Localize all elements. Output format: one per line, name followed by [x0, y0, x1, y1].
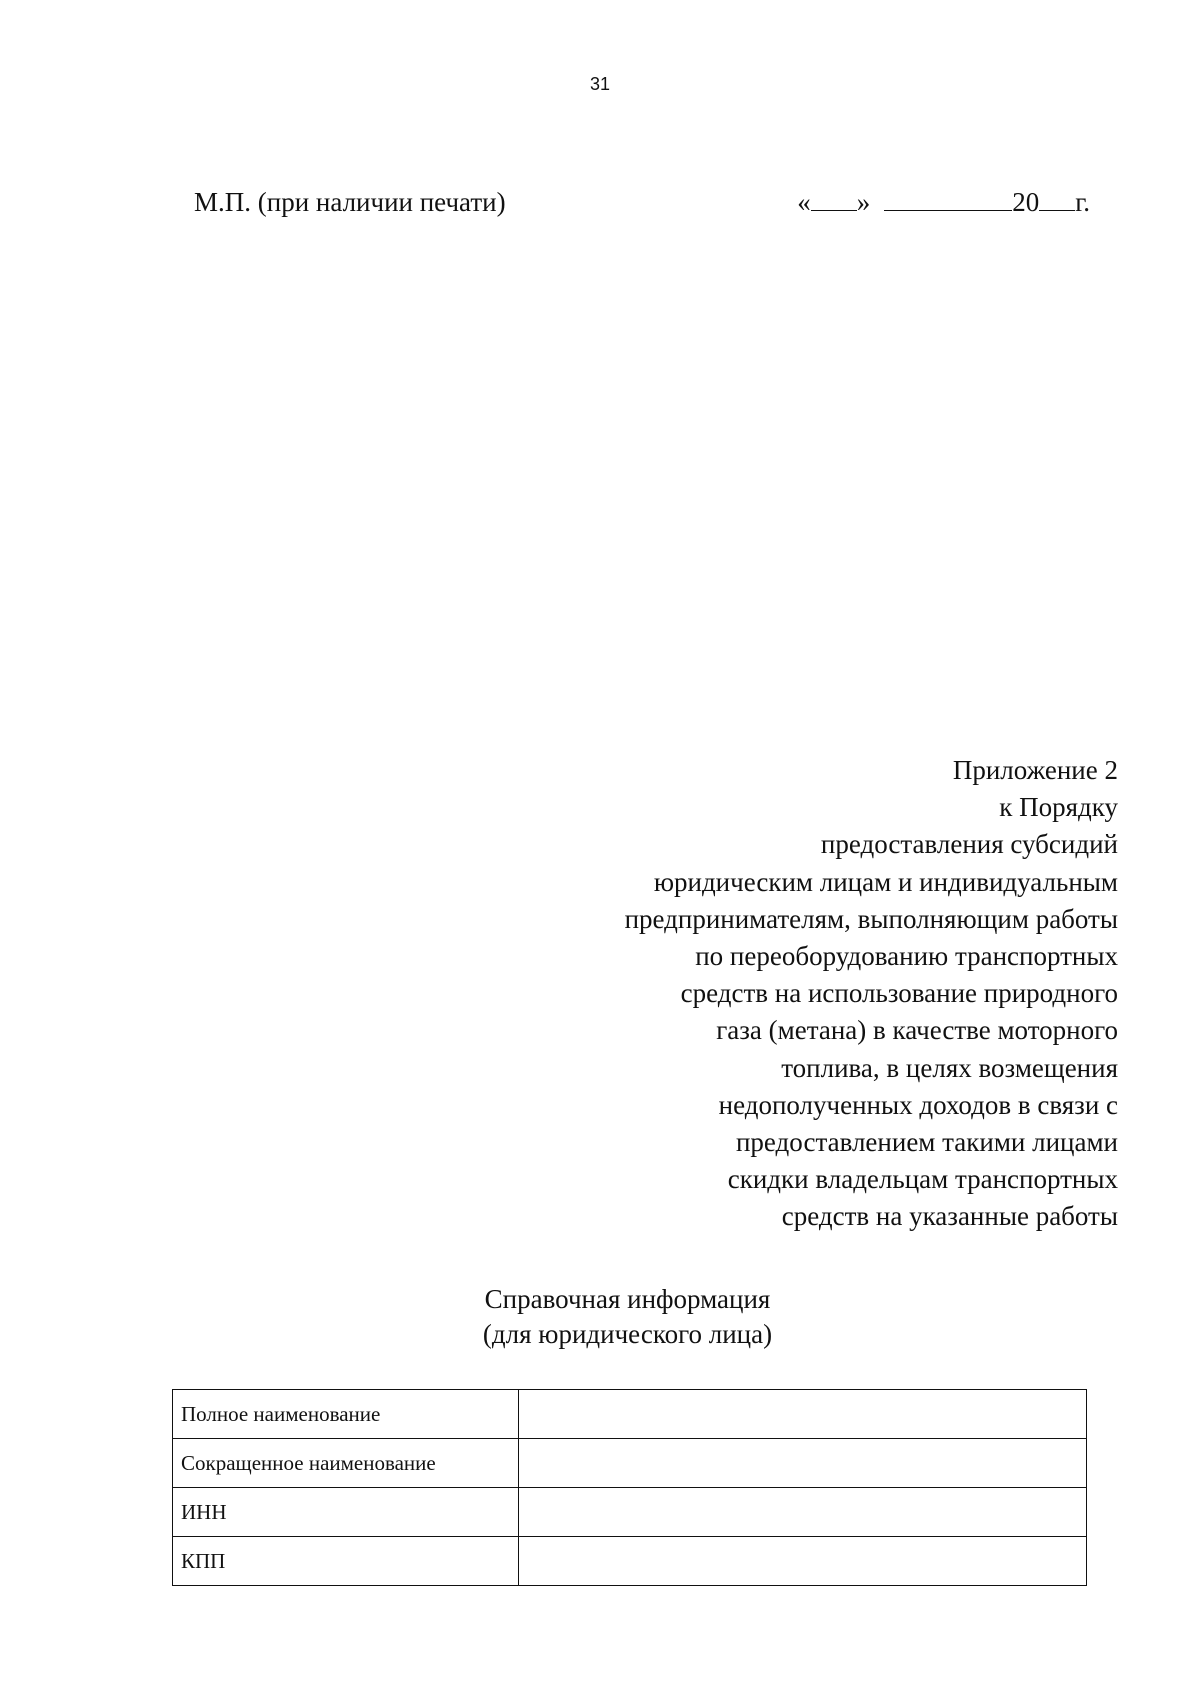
info-table — [172, 1389, 1087, 1586]
row-value[interactable] — [519, 1488, 1087, 1537]
date-suffix: г. — [1075, 187, 1090, 217]
row-label: Полное наименование — [173, 1390, 519, 1439]
date-open-quote: « — [797, 187, 811, 217]
page-number: 31 — [589, 74, 611, 94]
date-close-quote: » — [856, 187, 871, 217]
stamp-label: М.П. (при наличии печати) — [194, 187, 506, 217]
appendix-line: Приложение 2 — [952, 755, 1118, 785]
table-row — [173, 1390, 1087, 1439]
row-label: Сокращенное наименование — [173, 1439, 519, 1488]
table-row — [173, 1488, 1087, 1537]
heading-subtitle: (для юридического лица) — [482, 1319, 773, 1349]
appendix-line: юридическим лицам и индивидуальным — [653, 866, 1118, 897]
appendix-caption — [418, 752, 1118, 1236]
document-heading — [0, 1282, 1200, 1352]
date-line — [797, 182, 1090, 222]
row-label: КПП — [173, 1537, 519, 1586]
appendix-line: средств на указанные работы — [781, 1201, 1118, 1232]
appendix-line: к Порядку — [999, 792, 1118, 823]
appendix-line: скидки владельцам транспортных — [727, 1164, 1118, 1195]
row-value[interactable] — [519, 1537, 1087, 1586]
row-value[interactable] — [519, 1439, 1087, 1488]
date-year-blank[interactable] — [1039, 183, 1075, 211]
table-row — [173, 1439, 1087, 1488]
date-month-blank[interactable] — [884, 183, 1012, 211]
date-year-prefix: 20 — [1012, 187, 1040, 217]
date-day-blank[interactable] — [811, 183, 857, 211]
appendix-line: топлива, в целях возмещения — [781, 1052, 1118, 1083]
appendix-line: предоставлением такими лицами — [735, 1127, 1118, 1158]
table-row — [173, 1537, 1087, 1586]
appendix-line: предпринимателям, выполняющим работы — [624, 903, 1118, 934]
heading-title: Справочная информация — [484, 1284, 771, 1314]
appendix-line: предоставления субсидий — [820, 829, 1118, 860]
row-value[interactable] — [519, 1390, 1087, 1439]
appendix-line: недополученных доходов в связи с — [718, 1089, 1118, 1120]
appendix-line: средств на использование природного — [680, 978, 1118, 1009]
appendix-line: по переоборудованию транспортных — [695, 941, 1118, 972]
row-label: ИНН — [173, 1488, 519, 1537]
appendix-line: газа (метана) в качестве моторного — [716, 1015, 1118, 1046]
